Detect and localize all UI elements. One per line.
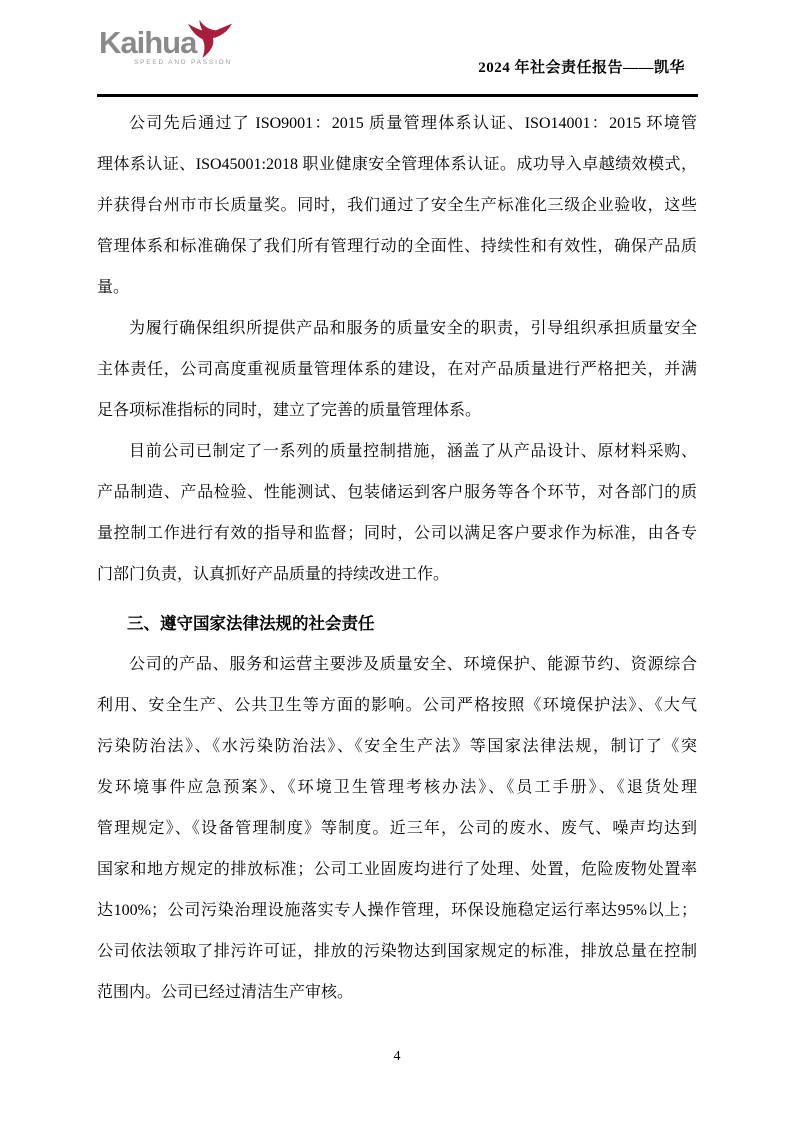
paragraph-line: 污染防治法》、《水污染防治法》、《安全生产法》等国家法律法规，制订了《突	[97, 738, 697, 755]
company-logo	[99, 27, 249, 87]
paragraph-line: 为履行确保组织所提供产品和服务的质量安全的职责，引导组织承担质量安全	[129, 320, 697, 337]
paragraph-line: 并获得台州市市长质量奖。同时，我们通过了安全生产标准化三级企业验收，这些	[97, 197, 697, 214]
paragraph-line: 发环境事件应急预案》、《环境卫生管理考核办法》、《员工手册》、《退货处理	[97, 779, 697, 796]
paragraph-line: 门部门负责，认真抓好产品质量的持续改进工作。	[97, 566, 450, 583]
paragraph-line: 利用、安全生产、公共卫生等方面的影响。公司严格按照《环境保护法》、《大气	[97, 697, 697, 714]
paragraph-line: 公司依法领取了排污许可证，排放的污染物达到国家规定的标准，排放总量在控制	[97, 943, 697, 960]
logo-wordmark: Kaihua	[99, 25, 197, 60]
paragraph-line: 范围内。公司已经过清洁生产审核。	[97, 984, 354, 1001]
paragraph-line: 国家和地方规定的排放标准；公司工业固废均进行了处理、处置，危险废物处置率	[97, 861, 697, 878]
page-number: 4	[393, 1049, 401, 1064]
header-divider	[97, 94, 698, 97]
section-heading: 三、遵守国家法律法规的社会责任	[127, 614, 375, 633]
paragraph-line: 量控制工作进行有效的指导和监督；同时，公司以满足客户要求作为标准，由各专	[97, 525, 697, 542]
paragraph-line: 足各项标准指标的同时，建立了完善的质量管理体系。	[97, 402, 482, 419]
logo-tagline: SPEED AND PASSION	[134, 59, 233, 66]
paragraph-line: 产品制造、产品检验、性能测试、包装储运到客户服务等各个环节，对各部门的质	[97, 484, 697, 501]
paragraph-line: 目前公司已制定了一系列的质量控制措施，涵盖了从产品设计、原材料采购、	[129, 443, 697, 460]
paragraph-line: 理体系认证、ISO45001:2018 职业健康安全管理体系认证。成功导入卓越绩效模式，	[97, 156, 697, 173]
paragraph-line: 量。	[97, 279, 130, 296]
paragraph-line: 公司先后通过了 ISO9001：2015 质量管理体系认证、ISO14001：2015 环境管	[129, 115, 697, 132]
paragraph-line: 管理规定》、《设备管理制度》等制度。近三年，公司的废水、废气、噪声均达到	[97, 820, 697, 837]
paragraph-line: 公司的产品、服务和运营主要涉及质量安全、环境保护、能源节约、资源综合	[129, 656, 697, 673]
document-body	[97, 103, 697, 1013]
paragraph-line: 主体责任，公司高度重视质量管理体系的建设，在对产品质量进行严格把关，并满	[97, 361, 697, 378]
paragraph-line: 管理体系和标准确保了我们所有管理行动的全面性、持续性和有效性，确保产品质	[97, 238, 697, 255]
hummingbird-logo-icon	[187, 18, 233, 60]
report-header-title: 2024 年社会责任报告——凯华	[478, 60, 685, 76]
paragraph-line: 达100%；公司污染治理设施落实专人操作管理，环保设施稳定运行率达95%以上；	[97, 902, 697, 919]
